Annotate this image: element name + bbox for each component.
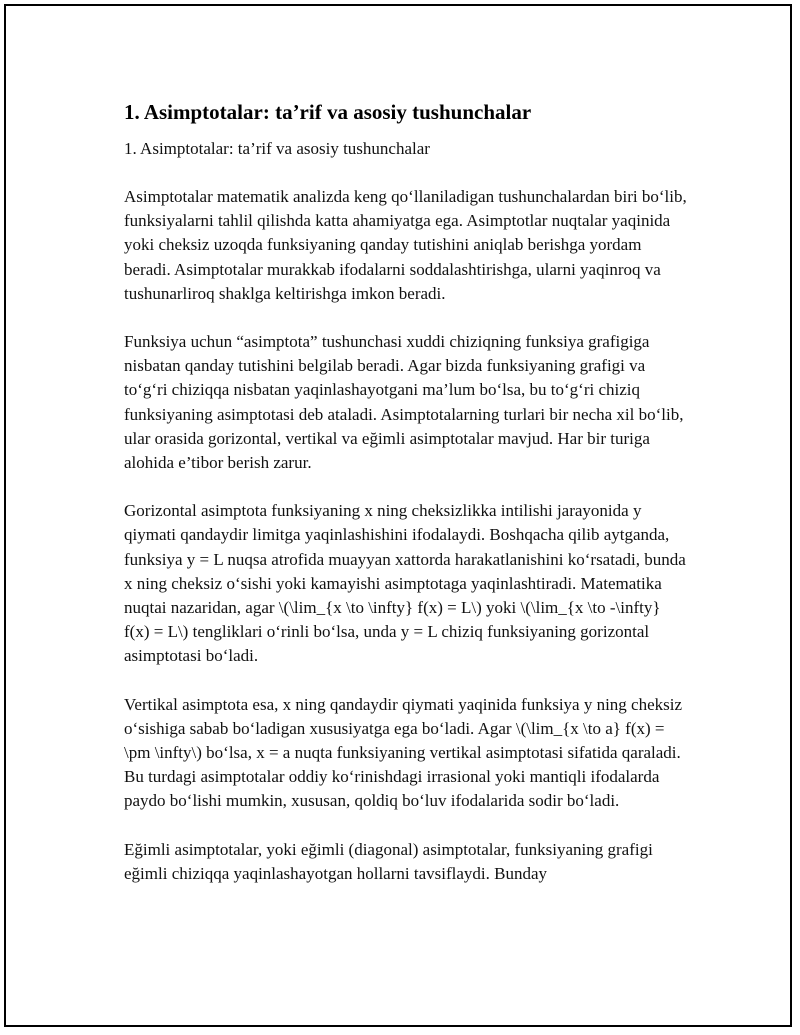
document-body <box>120 98 690 910</box>
paragraph-vertical-asymptote: Vertikal asimptota esa, x ning qandaydir qiymati yaqinida funksiya y ning cheksiz o‘sishiga sabab bo‘ladigan xususiyatga ega bo‘ladi. Agar \(\lim_{x \to a} f(x) = \pm \infty\) bo‘lsa, x = a nuqta funksiyaning vertikal asimptotasi sifatida qaraladi. Bu turdagi asimptotalar oddiy ko‘rinishdagi irrasional yoki mantiqli ifodalarda paydo bo‘lishi mumkin, xususan, qoldiq bo‘luv ifodalarida sodir bo‘ladi. <box>124 694 683 811</box>
document-heading: 1. Asimptotalar: ta’rif va asosiy tushunchalar <box>124 100 532 124</box>
paragraph-intro: Asimptotalar matematik analizda keng qo‘llaniladigan tushunchalardan biri bo‘lib, funksiyalarni tahlil qilishda katta ahamiyatga ega. Asimptotlar nuqtalar yaqinida yoki cheksiz uzoqda funksiyaning qanday tutishini aniqlab berishga yordam beradi. Asimptotalar murakkab ifodalarni soddalashtirishga, ularni yaqinroq va tushunarliroq shaklga keltirishga imkon beradi. <box>124 187 687 303</box>
paragraph-horizontal-asymptote: Gorizontal asimptota funksiyaning x ning cheksizlikka intilishi jarayonida y qiymati qandaydir limitga yaqinlashishini ifodalaydi. Boshqacha qilib aytganda, funksiya y = L nuqsa atrofida muayyan xattorda harakatlanishini ko‘rsatadi, bunda x ning cheksiz o‘sishi yoki kamayishi asimptotaga yaqinlashtiradi. Matematika nuqtai nazaridan, agar \(\lim_{x \to \infty} f(x) = L\) yoki \(\lim_{x \to -\infty} f(x) = L\) tengliklari o‘rinli bo‘lsa, unda y = L chiziq funksiyaning gorizontal asimptotasi bo‘ladi. <box>124 501 686 666</box>
paragraph-oblique-asymptote: Eğimli asimptotalar, yoki eğimli (diagonal) asimptotalar, funksiyaning grafigi eğimli chiziqqa yaqinlashayotgan hollarni tavsiflaydi. Bunday <box>124 839 653 883</box>
paragraph-asymptote-concept: Funksiya uchun “asimptota” tushunchasi xuddi chiziqning funksiya grafigiga nisbatan qanday tutishini belgilab beradi. Agar bizda funksiyaning grafigi va to‘g‘ri chiziqqa nisbatan yaqinlashayotgani ma’lum bo‘lsa, bu to‘g‘ri chiziq funksiyaning asimptotasi deb ataladi. Asimptotalarning turlari bir necha xil bo‘lib, ular orasida gorizontal, vertikal va eğimli asimptotalar mavjud. Har bir turiga alohida e’tibor berish zarur. <box>124 332 684 473</box>
page-frame <box>4 4 792 1027</box>
document-subheading: 1. Asimptotalar: ta’rif va asosiy tushunchalar <box>124 139 430 158</box>
